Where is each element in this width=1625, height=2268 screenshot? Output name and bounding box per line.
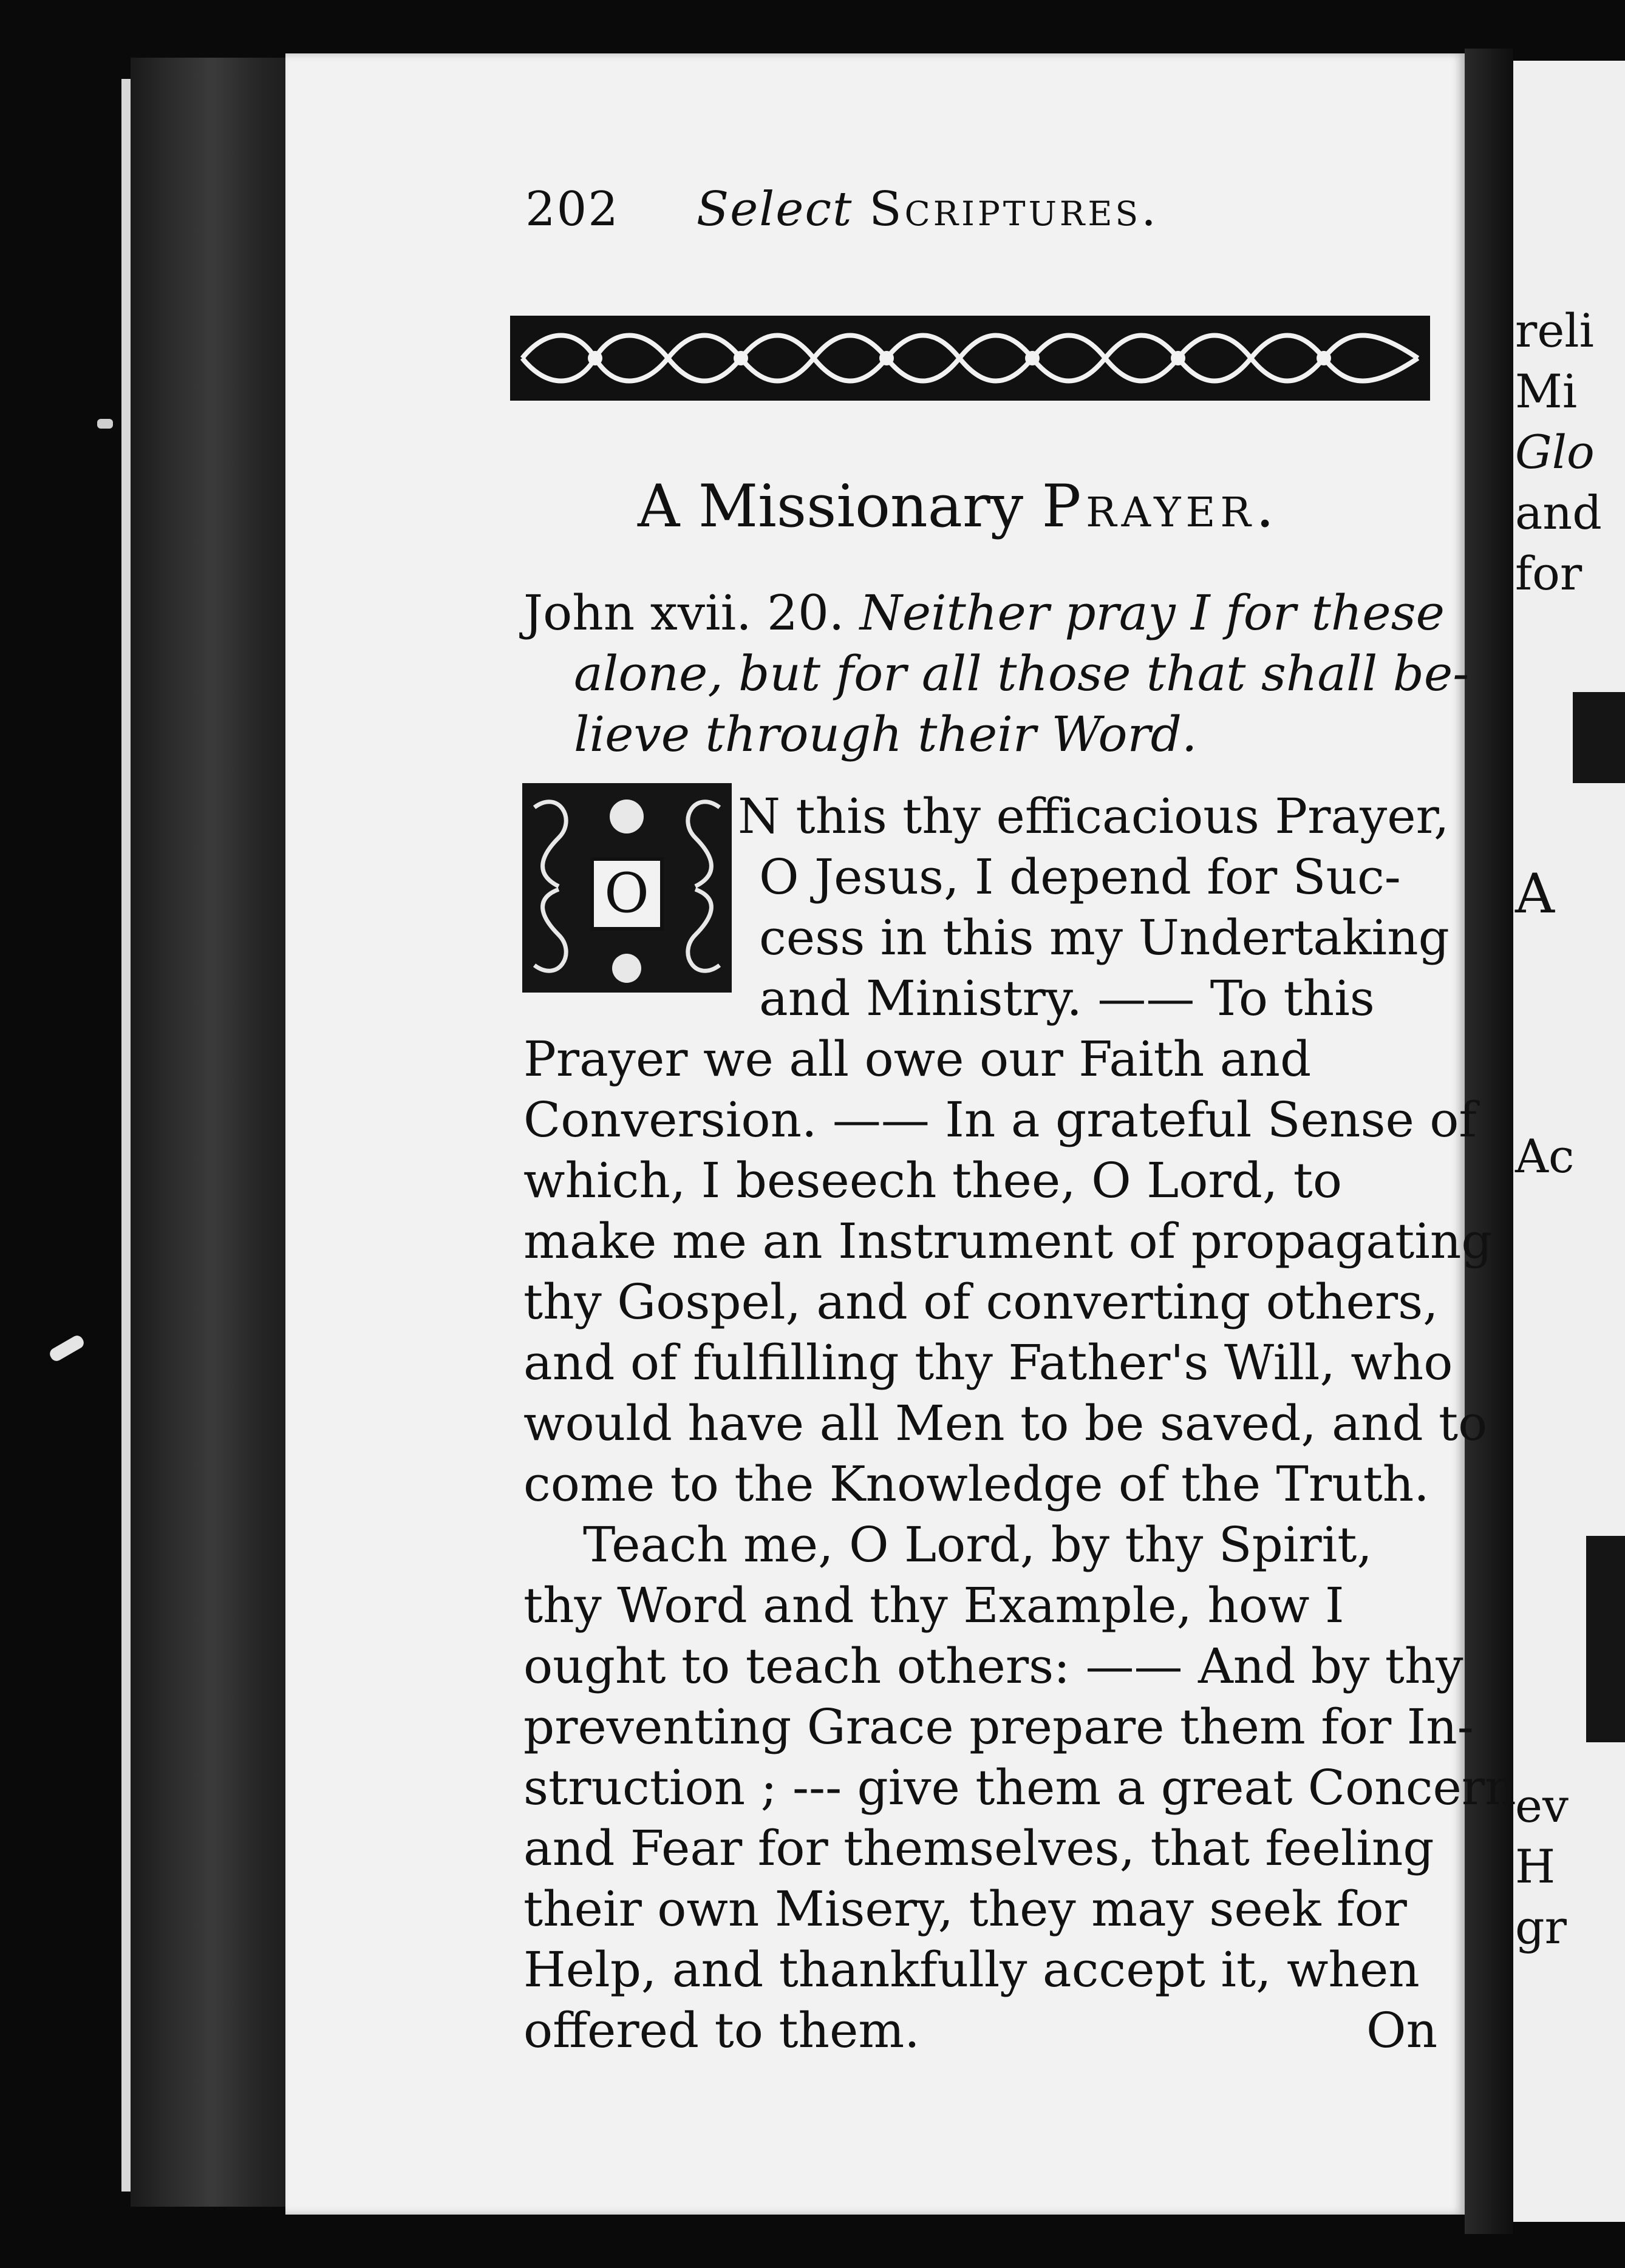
facing-fragment: H	[1515, 1839, 1556, 1893]
facing-fragment: and	[1515, 486, 1602, 540]
facing-fragment: gr	[1515, 1900, 1567, 1954]
body-line: ought to teach others: —— And by thy	[523, 1638, 1463, 1694]
facing-fragment: ev	[1515, 1779, 1569, 1833]
facing-fragment: A	[1515, 862, 1555, 926]
running-header	[525, 182, 1159, 237]
body-line: thy Gospel, and of converting others,	[523, 1274, 1439, 1330]
body-line: struction ; --- give them a great Concern	[523, 1759, 1516, 1816]
facing-fragment: Mi	[1515, 364, 1578, 418]
body-line: cess in this my Undertaking	[759, 909, 1450, 966]
body-line: which, I beseech thee, O Lord, to	[523, 1152, 1343, 1209]
dust-fleck	[48, 1333, 86, 1363]
body-line: Conversion. —— In a grateful Sense of	[523, 1092, 1477, 1148]
facing-ornament	[1573, 692, 1625, 783]
body-line: Teach me, O Lord, by thy Spirit,	[583, 1516, 1372, 1573]
body-line: Help, and thankfully accept it, when	[523, 1941, 1420, 1998]
catchword: On	[1366, 2002, 1438, 2059]
body-line: their own Misery, they may seek for	[523, 1881, 1407, 1937]
body-line: N this thy efficacious Prayer,	[738, 788, 1450, 844]
epigraph-text: Neither pray I for these	[859, 585, 1445, 641]
epigraph-line: alone, but for all those that shall be-	[574, 645, 1470, 702]
running-title-caps: Scriptures.	[869, 182, 1159, 237]
facing-fragment: Ac	[1515, 1129, 1575, 1183]
facing-fragment: reli	[1515, 304, 1594, 358]
title-lead: A Missionary	[638, 472, 1024, 540]
title-caps: Prayer.	[1041, 472, 1279, 540]
dust-fleck	[97, 419, 113, 429]
epigraph-line: lieve through their Word.	[574, 706, 1197, 762]
body-line: and of fulfilling thy Father's Will, who	[523, 1334, 1453, 1391]
body-line: and Ministry. —— To this	[759, 970, 1375, 1027]
facing-fragment: Glo	[1515, 425, 1595, 479]
facing-initial-ornament	[1586, 1536, 1625, 1742]
running-title-italic: Select	[696, 182, 853, 237]
headpiece-ornament	[510, 316, 1430, 401]
body-line: come to the Knowledge of the Truth.	[523, 1456, 1429, 1512]
page-number: 202	[525, 182, 619, 237]
body-line: offered to them.	[523, 2002, 920, 2059]
body-line: O Jesus, I depend for Suc-	[759, 849, 1401, 905]
prayer-title	[638, 472, 1279, 540]
drop-cap-letter: O	[604, 861, 649, 925]
body-line: thy Word and thy Example, how I	[523, 1577, 1344, 1634]
body-line: and Fear for themselves, that feeling	[523, 1820, 1434, 1876]
body-line: preventing Grace prepare them for In-	[523, 1699, 1474, 1755]
decorated-initial	[522, 783, 732, 993]
body-line: Prayer we all owe our Faith and	[523, 1031, 1312, 1087]
facing-fragment: for	[1515, 546, 1582, 600]
epigraph-reference: John xvii. 20.	[523, 585, 845, 641]
body-line: would have all Men to be saved, and to	[523, 1395, 1488, 1451]
epigraph-line	[523, 583, 1445, 643]
body-line: make me an Instrument of propagating	[523, 1213, 1493, 1269]
